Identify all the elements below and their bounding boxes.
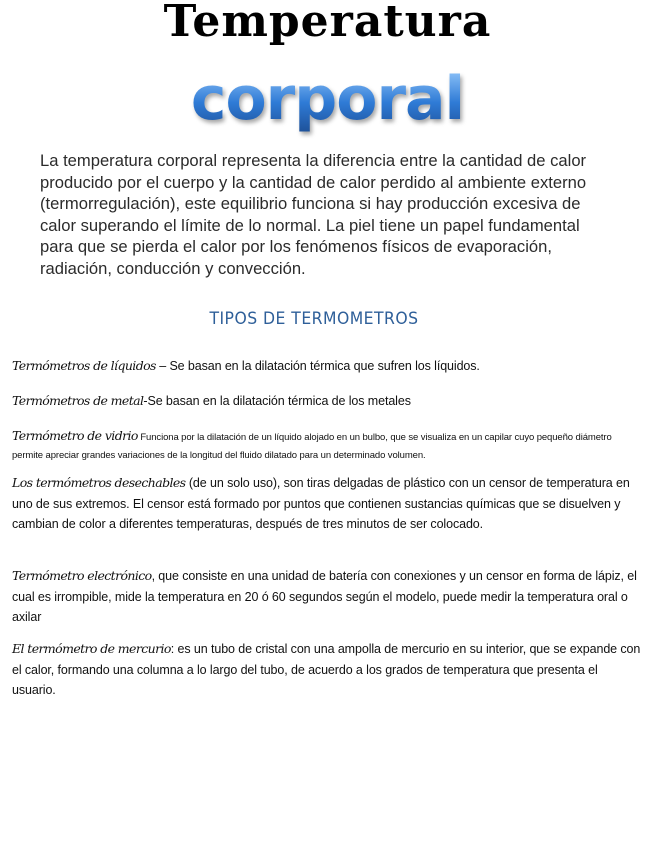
list-item-thermometer-disposable: [12, 473, 642, 535]
item-description: -Se basan en la dilatación térmica de los metales: [143, 394, 411, 408]
item-term: El termómetro de mercurio: [12, 641, 171, 656]
page-title: Temperatura: [163, 0, 492, 47]
section-title: TIPOS DE TERMOMETROS: [209, 309, 419, 329]
list-item-thermometer-metal: [12, 392, 642, 410]
item-term: Termómetro electrónico: [12, 568, 152, 583]
list-item-thermometer-electronic: [12, 566, 642, 628]
list-item-thermometer-mercury: [12, 639, 642, 701]
list-item-thermometer-liquids: [12, 357, 642, 375]
item-description: , que consiste en una unidad de batería con conexiones y un censor en forma de lápiz, el cual es irrompible, mide la temperatura en 20 ó 60 segundos según el modelo, puede medir la temperatura oral o axilar: [12, 569, 637, 624]
item-term: Termómetros de metal: [12, 393, 144, 408]
item-description: – Se basan en la dilatación térmica que sufren los líquidos.: [155, 359, 480, 373]
item-term: Termómetros de líquidos: [12, 358, 156, 373]
page-subtitle: corporal: [0, 64, 655, 134]
intro-paragraph: La temperatura corporal representa la diferencia entre la cantidad de calor producido por el cuerpo y la cantidad de calor perdido al ambiente externo (termorregulación), este equilibrio funciona si hay producción excesiva de calor superando el límite de lo normal. La piel tiene un papel fundamental para que se pierda el calor por los fenómenos físicos de evaporación, radiación, conducción y convección.: [40, 151, 587, 278]
item-term: Termómetro de vidrio: [12, 428, 138, 443]
item-description: (de un solo uso), son tiras delgadas de plástico con un censor de temperatura en uno de sus extremos. El censor está formado por puntos que contienen sustancias químicas que se disuelven y cambian de color a diferentes temperaturas, después de tres minutos de ser colocado.: [12, 476, 630, 531]
item-description: : es un tubo de cristal con una ampolla de mercurio en su interior, que se expande con el calor, formando una columna a lo largo del tubo, de acuerdo a los grados de temperatura que presenta el usuario.: [12, 642, 641, 697]
item-term: Los termómetros desechables: [12, 475, 186, 490]
item-description: Funciona por la dilatación de un líquido alojado en un bulbo, que se visualiza en un capilar cuyo pequeño diámetro permite apreciar grandes variaciones de la longitud del fluido dilatado para un determinado volumen.: [12, 432, 612, 461]
list-item-thermometer-glass: [12, 427, 642, 465]
